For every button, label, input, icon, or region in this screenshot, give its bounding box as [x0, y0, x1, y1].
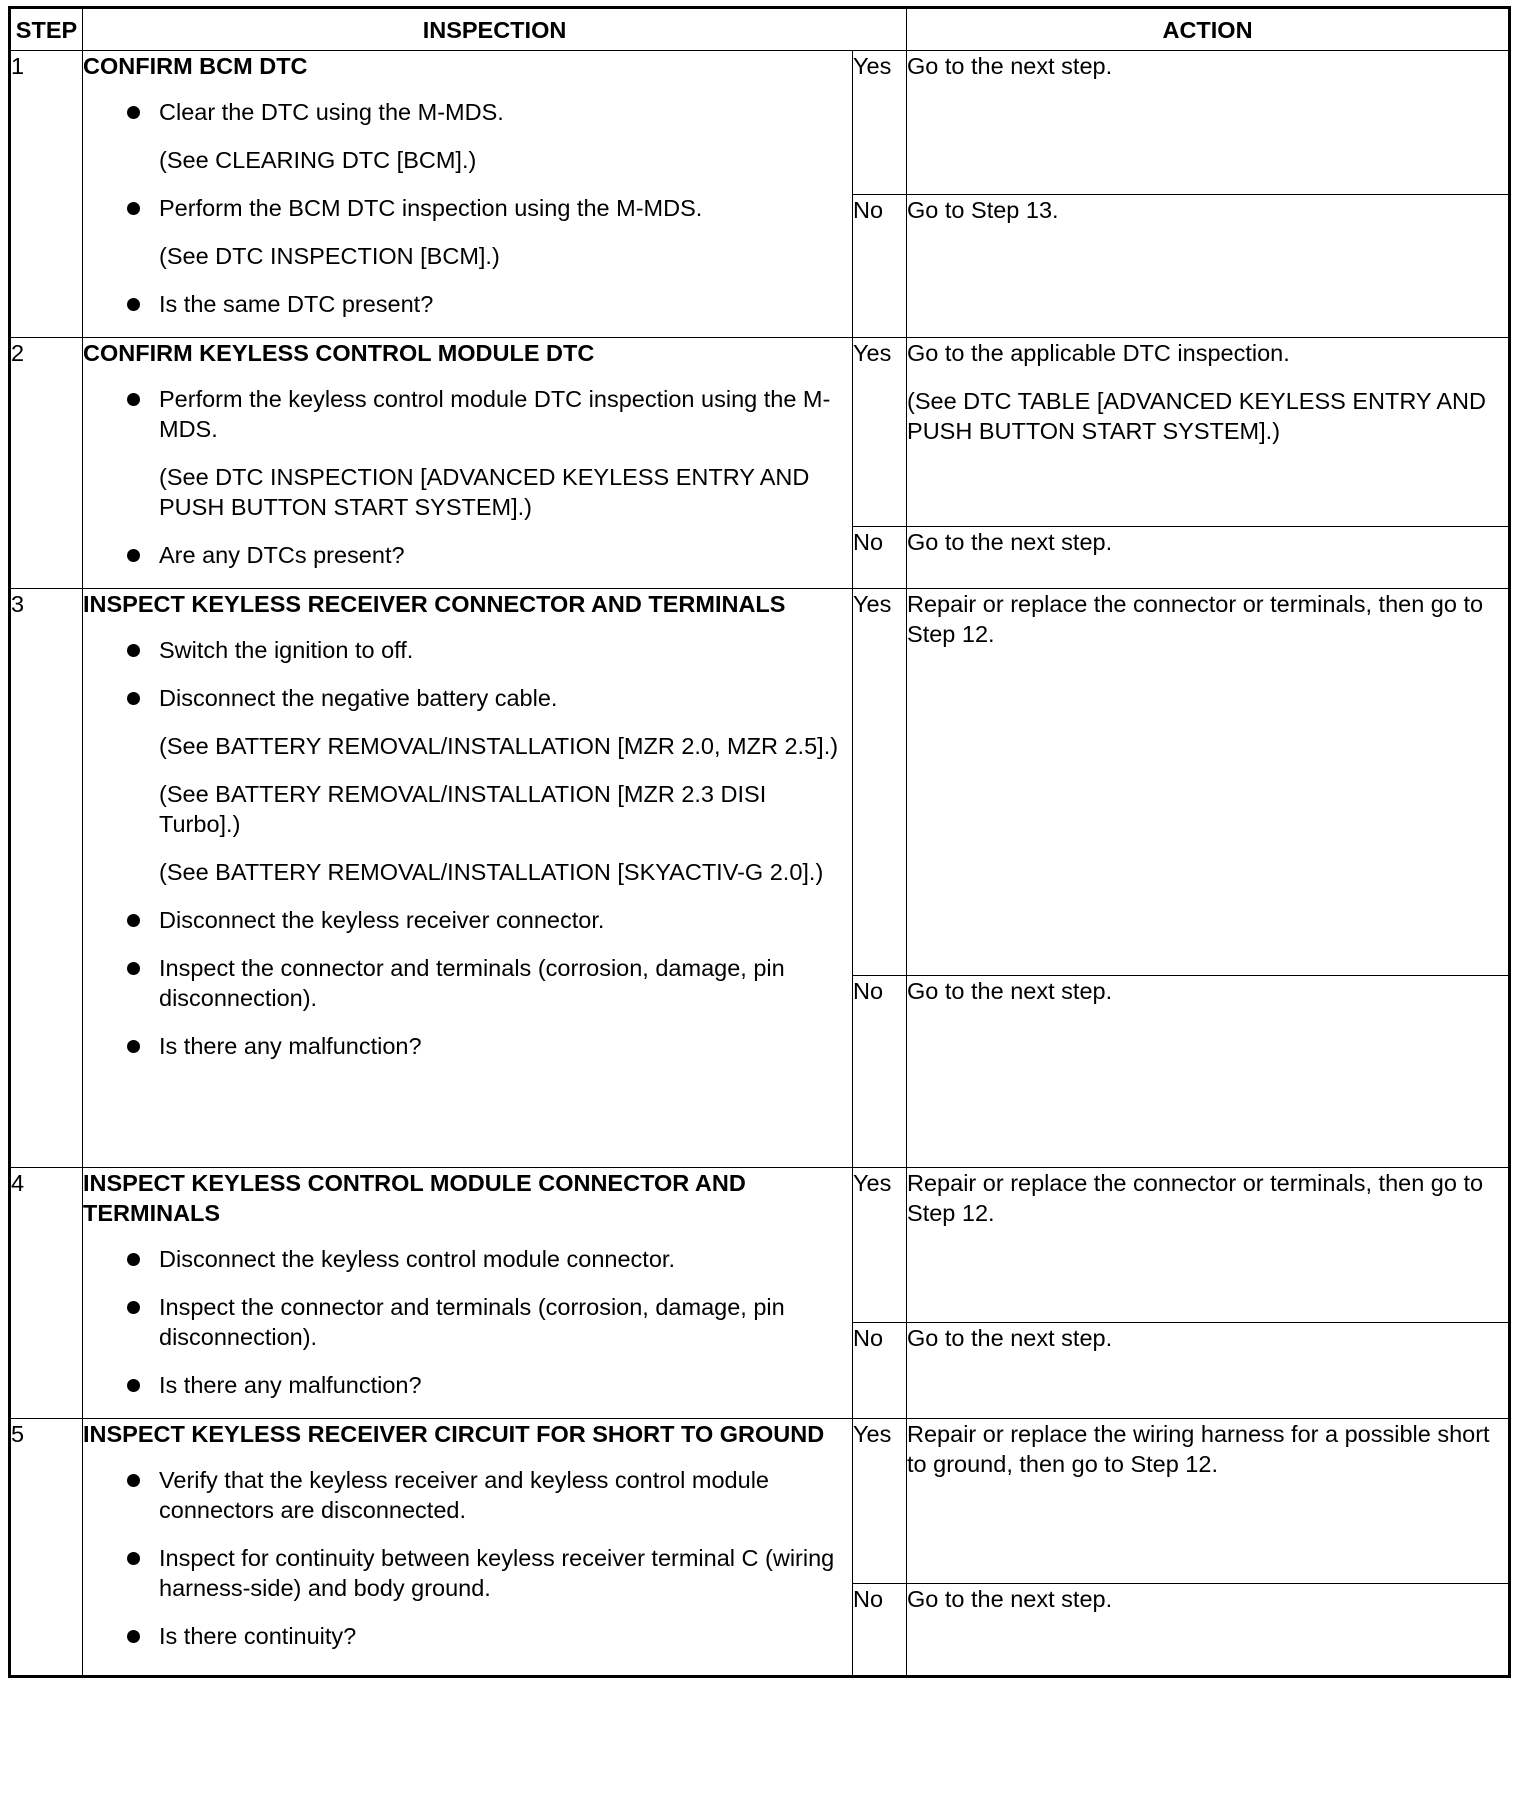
no-label: No	[853, 1323, 907, 1419]
bullet-text: Clear the DTC using the M-MDS.	[159, 99, 504, 125]
inspection-bullet	[83, 905, 852, 935]
inspection-bullet	[83, 289, 852, 319]
no-action	[907, 1323, 1510, 1419]
inspection-bullet	[83, 1543, 852, 1603]
action-column-header: ACTION	[907, 8, 1510, 51]
bullet-dot-icon	[127, 106, 140, 119]
bullet-dot-icon	[127, 202, 140, 215]
no-label: No	[853, 195, 907, 338]
inspection-cell	[83, 51, 853, 338]
step-number: 2	[10, 338, 83, 589]
inspection-bullet	[83, 193, 852, 223]
action-text: Go to the next step.	[907, 53, 1113, 79]
no-action	[907, 195, 1510, 338]
inspection-bullet	[83, 635, 852, 665]
bullet-dot-icon	[127, 1630, 140, 1643]
inspection-bullet	[83, 97, 852, 127]
inspection-bullet	[83, 1292, 852, 1352]
bullet-text: Disconnect the keyless receiver connector.	[159, 907, 605, 933]
action-text: Go to the next step.	[907, 1325, 1113, 1352]
action-text: Repair or replace the wiring harness for a possible short to ground, then go to Step 12.	[907, 1421, 1490, 1477]
step-row	[10, 589, 1510, 976]
bullet-text: Are any DTCs present?	[159, 542, 405, 568]
see-reference: (See CLEARING DTC [BCM].)	[159, 147, 477, 173]
inspection-cell	[83, 1168, 853, 1419]
yes-action	[907, 51, 1510, 195]
yes-label: Yes	[853, 1168, 907, 1323]
step-title: INSPECT KEYLESS RECEIVER CONNECTOR AND TERMINALS	[83, 591, 786, 617]
bullet-dot-icon	[127, 962, 140, 975]
bullet-dot-icon	[127, 644, 140, 657]
see-reference: (See BATTERY REMOVAL/INSTALLATION [SKYACTIV-G 2.0].)	[159, 859, 824, 885]
bullet-text: Switch the ignition to off.	[159, 637, 414, 663]
bullet-dot-icon	[127, 1379, 140, 1392]
step-title: CONFIRM KEYLESS CONTROL MODULE DTC	[83, 340, 595, 366]
bullet-text: Is the same DTC present?	[159, 291, 434, 317]
bullet-dot-icon	[127, 692, 140, 705]
step-row	[10, 1168, 1510, 1323]
see-reference: (See DTC INSPECTION [ADVANCED KEYLESS ENTRY AND PUSH BUTTON START SYSTEM].)	[159, 464, 810, 520]
bullet-dot-icon	[127, 298, 140, 311]
no-action	[907, 1584, 1510, 1677]
no-label: No	[853, 976, 907, 1168]
yes-label: Yes	[853, 1419, 907, 1584]
bullet-dot-icon	[127, 549, 140, 562]
action-text: Go to Step 13.	[907, 197, 1059, 224]
no-action	[907, 976, 1510, 1168]
step-number: 3	[10, 589, 83, 1168]
action-text: Go to the next step.	[907, 978, 1113, 1004]
yes-label: Yes	[853, 51, 907, 195]
table-header-row	[10, 8, 1510, 51]
inspection-bullet	[83, 1031, 852, 1061]
inspection-bullet	[83, 1621, 852, 1651]
yes-label: Yes	[853, 589, 907, 976]
inspection-cell	[83, 338, 853, 589]
yes-action	[907, 338, 1510, 527]
inspection-bullet	[83, 953, 852, 1013]
bullet-text: Perform the BCM DTC inspection using the M-MDS.	[159, 195, 703, 221]
bullet-text: Disconnect the negative battery cable.	[159, 685, 558, 711]
step-title: INSPECT KEYLESS CONTROL MODULE CONNECTOR AND TERMINALS	[83, 1170, 746, 1226]
step-title: INSPECT KEYLESS RECEIVER CIRCUIT FOR SHORT TO GROUND	[83, 1421, 825, 1447]
action-text: Repair or replace the connector or terminals, then go to Step 12.	[907, 1170, 1484, 1226]
inspection-cell	[83, 589, 853, 1168]
step-number: 1	[10, 51, 83, 338]
yes-label: Yes	[853, 338, 907, 527]
bullet-text: Verify that the keyless receiver and keyless control module connectors are disconnected.	[159, 1467, 769, 1523]
inspection-bullet	[83, 540, 852, 570]
bullet-text: Inspect for continuity between keyless receiver terminal C (wiring harness-side) and body ground.	[159, 1545, 835, 1601]
step-number: 5	[10, 1419, 83, 1677]
bullet-text: Disconnect the keyless control module connector.	[159, 1246, 675, 1272]
action-text: Go to the applicable DTC inspection.	[907, 340, 1290, 366]
bullet-text: Is there any malfunction?	[159, 1033, 422, 1059]
inspection-cell	[83, 1419, 853, 1677]
bullet-text: Is there any malfunction?	[159, 1372, 422, 1398]
bullet-dot-icon	[127, 1552, 140, 1565]
yes-action	[907, 589, 1510, 976]
yes-action	[907, 1168, 1510, 1323]
inspection-column-header: INSPECTION	[83, 8, 907, 51]
yes-action	[907, 1419, 1510, 1584]
inspection-bullet	[83, 1465, 852, 1525]
no-label: No	[853, 1584, 907, 1677]
bullet-text: Inspect the connector and terminals (corrosion, damage, pin disconnection).	[159, 955, 785, 1011]
see-reference: (See BATTERY REMOVAL/INSTALLATION [MZR 2.3 DISI Turbo].)	[159, 781, 767, 837]
see-reference: (See BATTERY REMOVAL/INSTALLATION [MZR 2.0, MZR 2.5].)	[159, 733, 839, 759]
bullet-dot-icon	[127, 914, 140, 927]
action-text: Go to the next step.	[907, 1586, 1113, 1612]
diagnostic-procedure-table	[8, 6, 1511, 1678]
step-number: 4	[10, 1168, 83, 1419]
step-row	[10, 51, 1510, 195]
inspection-bullet	[83, 1244, 852, 1274]
inspection-bullet	[83, 384, 852, 444]
step-column-header: STEP	[10, 8, 83, 51]
bullet-dot-icon	[127, 1253, 140, 1266]
see-reference: (See DTC INSPECTION [BCM].)	[159, 243, 500, 269]
bullet-dot-icon	[127, 1301, 140, 1314]
inspection-bullet	[83, 1370, 852, 1400]
action-text: Repair or replace the connector or terminals, then go to Step 12.	[907, 591, 1484, 647]
no-action	[907, 527, 1510, 589]
no-label: No	[853, 527, 907, 589]
action-text: Go to the next step.	[907, 529, 1113, 556]
inspection-bullet	[83, 683, 852, 713]
bullet-text: Inspect the connector and terminals (corrosion, damage, pin disconnection).	[159, 1294, 785, 1350]
bullet-dot-icon	[127, 393, 140, 406]
action-text: (See DTC TABLE [ADVANCED KEYLESS ENTRY AND PUSH BUTTON START SYSTEM].)	[907, 388, 1487, 444]
bullet-text: Is there continuity?	[159, 1623, 357, 1649]
step-row	[10, 1419, 1510, 1584]
step-row	[10, 338, 1510, 527]
bullet-dot-icon	[127, 1040, 140, 1053]
step-title: CONFIRM BCM DTC	[83, 53, 308, 79]
bullet-dot-icon	[127, 1474, 140, 1487]
bullet-text: Perform the keyless control module DTC inspection using the M-MDS.	[159, 386, 831, 442]
